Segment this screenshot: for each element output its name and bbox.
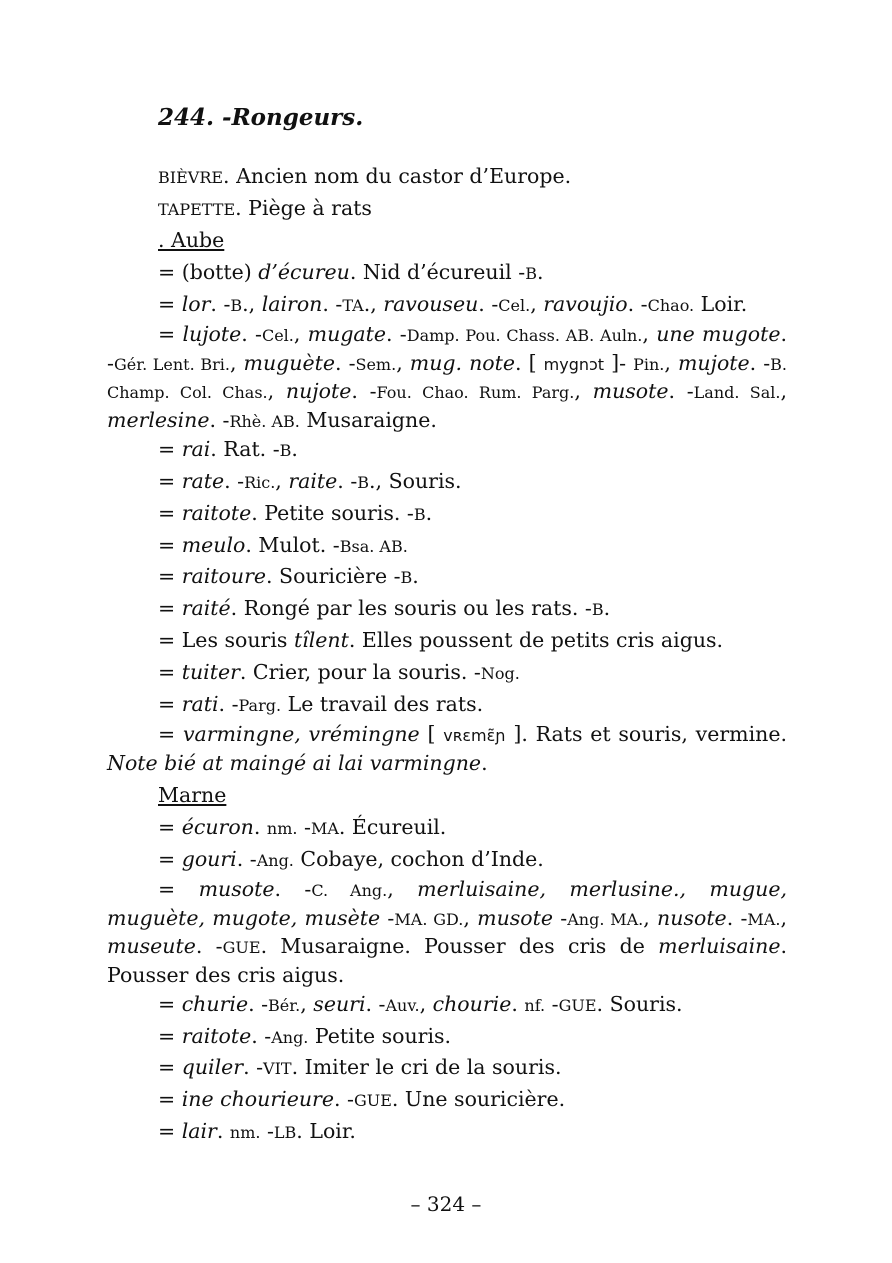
region-marne: Marne [158, 783, 227, 807]
entry-meulo: = meulo. Mulot. -Bsa. AB. [158, 533, 408, 557]
entry-lor: = lor. -B., lairon. -TA., ravouseu. -Cel., ravoujio. -Chao. Loir. [158, 292, 748, 316]
page-number: – 324 – [410, 1192, 482, 1216]
entry-musaraigne-aube: = lujote. -Cel., mugate. -Damp. Pou. Chass. AB. Auln., une mugote. -Gér. Lent. Bri., muguète. -Sem., mug. note. [ mygnɔt ]- Pin., mujote. -B. Champ. Col. Chas., nujote. -Fou. Chao. Rum. Parg., musote. -Land. Sal., merlesine. -Rhè. AB. Musaraigne. [107, 322, 788, 432]
entry-rati: = rati. -Parg. Le travail des rats. [158, 692, 484, 716]
entry-tilent: = Les souris tîlent. Elles poussent de petits cris aigus. [158, 628, 724, 652]
entry-gouri: = gouri. -Ang. Cobaye, cochon d’Inde. [158, 847, 544, 871]
section-heading: 244. -Rongeurs. [158, 104, 364, 131]
entry-rai: = rai. Rat. -B. [158, 437, 298, 461]
entry-chourieure: = ine chourieure. -GUE. Une souricière. [158, 1087, 566, 1111]
entry-raitote: = raitote. Petite souris. -B. [158, 501, 433, 525]
entry-bievre: BIÈVRE. Ancien nom du castor d’Europe. [158, 164, 572, 188]
entry-ecureu: = (botte) d’écureu. Nid d’écureuil -B. [158, 260, 544, 284]
entry-lair: = lair. nm. -LB. Loir. [158, 1119, 356, 1143]
entry-raitote-marne: = raitote. -Ang. Petite souris. [158, 1024, 452, 1048]
entry-raitoure: = raitoure. Souricière -B. [158, 564, 419, 588]
region-aube: . Aube [158, 228, 225, 252]
entry-churie: = churie. -Bér., seuri. -Auv., chourie. nf. -GUE. Souris. [158, 992, 683, 1016]
entry-rate: = rate. -Ric., raite. -B., Souris. [158, 469, 462, 493]
entry-varmingne: = varmingne, vrémingne [ vʀɛmɛ̃ɲ ]. Rats et souris, vermine. Note bié at maingé ai lai varmingne. [107, 722, 787, 775]
entry-tuiter: = tuiter. Crier, pour la souris. -Nog. [158, 660, 520, 684]
entry-quiler: = quiler. -VIT. Imiter le cri de la souris. [158, 1055, 562, 1079]
entry-musaraigne-marne: = musote. -C. Ang., merluisaine, merlusine., mugue, muguète, mugote, musète -MA. GD., musote -Ang. MA., nusote. -MA., museute. -GUE. Musaraigne. Pousser des cris de merluisaine. Pousser des cris aigus. [107, 877, 788, 987]
entry-raite: = raité. Rongé par les souris ou les rats. -B. [158, 596, 611, 620]
entry-tapette: TAPETTE. Piège à rats [158, 196, 372, 220]
entry-ecuron: = écuron. nm. -MA. Écureuil. [158, 815, 447, 839]
